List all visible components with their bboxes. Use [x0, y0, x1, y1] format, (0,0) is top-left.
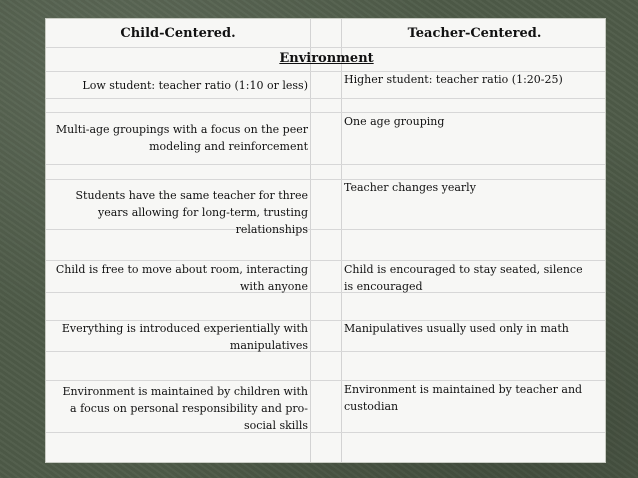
child-centered-row-4: Child is free to move about room, interacting with anyone: [55, 263, 308, 293]
teacher-centered-row-3: Teacher changes yearly: [344, 181, 476, 194]
section-title-environment: Environment: [279, 51, 374, 66]
teacher-centered-row-4: Child is encouraged to stay seated, silence is encouraged: [344, 263, 583, 293]
row-line: [46, 164, 605, 165]
row-line: [46, 47, 605, 48]
teacher-centered-row-5: Manipulatives usually used only in math: [344, 322, 569, 335]
child-centered-row-3: Students have the same teacher for three years allowing for long-term, trusting relationships: [75, 189, 308, 236]
column-divider-1: [310, 19, 311, 462]
teacher-centered-row-2: One age grouping: [344, 115, 445, 128]
teacher-centered-row-1: Higher student: teacher ratio (1:20-25): [344, 73, 563, 86]
child-centered-row-5: Everything is introduced experientially with manipulatives: [61, 322, 308, 352]
child-centered-row-1: Low student: teacher ratio (1:10 or less): [82, 79, 308, 92]
header-teacher-centered: Teacher-Centered.: [407, 26, 542, 41]
child-centered-row-6: Environment is maintained by children with a focus on personal responsibility and pro-social skills: [62, 385, 308, 432]
comparison-table: [45, 18, 606, 463]
header-child-centered: Child-Centered.: [120, 26, 236, 41]
column-divider-2: [341, 19, 342, 462]
teacher-centered-row-6: Environment is maintained by teacher and custodian: [344, 383, 583, 413]
row-line: [46, 98, 605, 99]
child-centered-row-2: Multi-age groupings with a focus on the peer modeling and reinforcement: [55, 123, 308, 153]
